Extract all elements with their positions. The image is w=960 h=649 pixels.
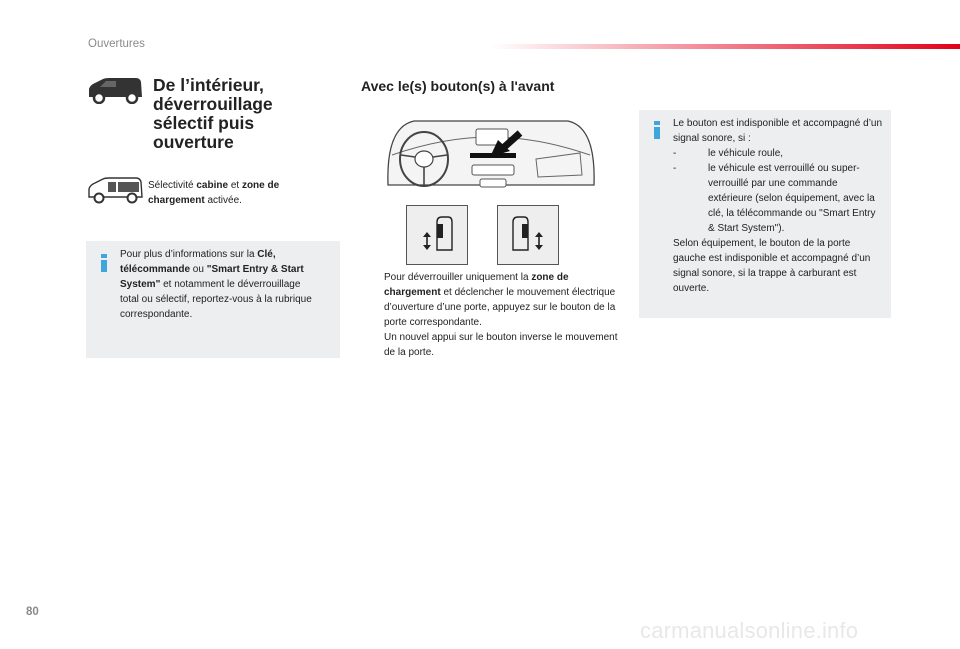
header-accent-bar (490, 44, 960, 49)
info-outro: Selon équipement, le bouton de la porte gauche est indisponible et accompagné d’un signal sonore, si la trappe à carburant est ouverte. (673, 238, 871, 294)
info-text-right (673, 116, 883, 296)
condition-list (673, 146, 883, 236)
left-sliding-door-button-icon (407, 206, 467, 264)
subsection-title: Avec le(s) bouton(s) à l'avant (361, 78, 555, 94)
left-door-button (406, 205, 468, 265)
info-icon (101, 254, 107, 272)
right-sliding-door-button-icon (498, 206, 558, 264)
step-item: Pour déverrouiller uniquement la zone de chargement et déclencher le mouvement électrique d’ouverture d’une porte, appuyez sur le bouton de la porte correspondante. (384, 272, 616, 328)
page-number: 80 (26, 606, 39, 618)
step-item: Un nouvel appui sur le bouton inverse le mouvement de la porte. (384, 332, 618, 358)
van-icon (86, 76, 144, 104)
info-text-left: Pour plus d’informations sur la Clé, télécommande ou "Smart Entry & Start System" et notamment le déverrouillage total ou sélectif, reportez-vous à la rubrique correspondante. (120, 249, 312, 320)
watermark: carmanualsonline.info (640, 618, 859, 643)
info-box-left (86, 241, 340, 358)
right-door-button (497, 205, 559, 265)
info-icon (654, 121, 660, 139)
section-title: De l’intérieur, déverrouillage sélectif puis ouverture (153, 75, 273, 152)
selectivity-text: Sélectivité cabine et zone de chargement activée. (148, 180, 280, 206)
list-item: - le véhicule roule, (673, 146, 883, 161)
info-box-right (639, 110, 891, 318)
info-intro: Le bouton est indisponible et accompagné d’un signal sonore, si : (673, 118, 883, 144)
instructions (363, 270, 618, 360)
section-header: Ouvertures (88, 38, 145, 50)
dashboard-illustration (384, 115, 598, 203)
list-item: - le véhicule est verrouillé ou super-verrouillé par une commande extérieure (selon équipement, avec la clé, la télécommande ou "Smart Entry & Start System"). (673, 161, 883, 236)
van-cargo-icon (86, 176, 144, 204)
